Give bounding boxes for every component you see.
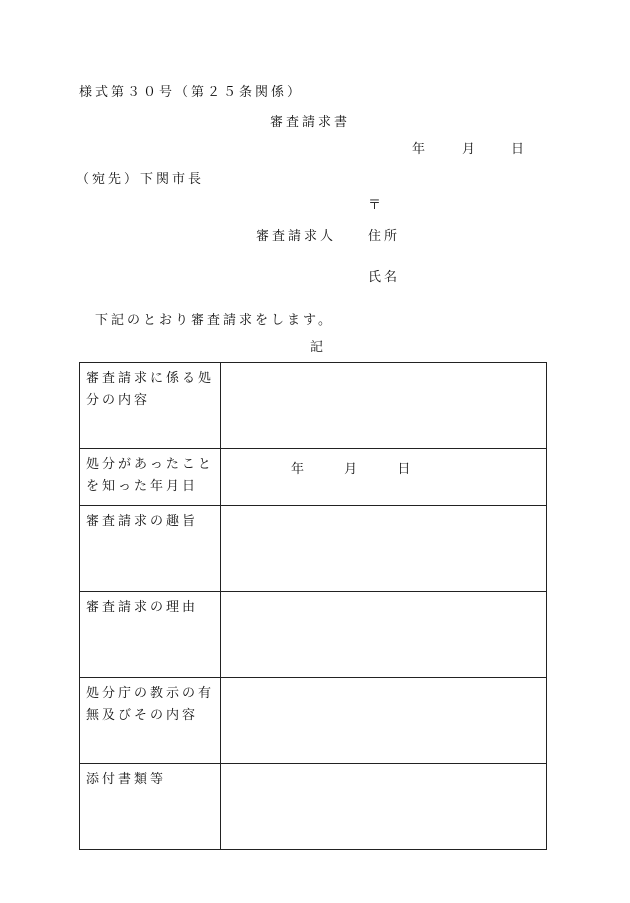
request-purpose-value[interactable]: [221, 506, 547, 592]
note-heading: 記: [310, 340, 324, 355]
attachments-value[interactable]: [221, 764, 547, 850]
attachments-label: 添付書類等: [80, 764, 221, 850]
agency-instruction-value[interactable]: [221, 678, 547, 764]
requester-name-label: 氏名: [368, 270, 401, 285]
awareness-date-value[interactable]: [221, 449, 547, 506]
table-row: [80, 678, 547, 764]
request-reason-value[interactable]: [221, 592, 547, 678]
awareness-year-label: 年: [291, 462, 305, 477]
table-row: [80, 449, 547, 506]
table-row: [80, 764, 547, 850]
postal-mark: 〒: [368, 198, 382, 213]
request-purpose-label: 審査請求の趣旨: [80, 506, 221, 592]
table-row: [80, 506, 547, 592]
date-day-label: 日: [511, 142, 525, 157]
awareness-date-label: 処分があったことを知った年月日: [80, 449, 221, 506]
page-title: 審査請求書: [270, 115, 351, 130]
request-statement: 下記のとおり審査請求をします。: [95, 313, 334, 328]
date-month-label: 月: [462, 142, 476, 157]
requester-address-label: 住所: [368, 229, 401, 244]
request-details-table: [79, 362, 547, 850]
request-reason-label: 審査請求の理由: [80, 592, 221, 678]
awareness-month-label: 月: [344, 462, 358, 477]
table-row: [80, 592, 547, 678]
requester-label: 審査請求人: [256, 229, 337, 244]
table-row: [80, 363, 547, 449]
date-year-label: 年: [412, 142, 426, 157]
disposition-content-label: 審査請求に係る処分の内容: [80, 363, 221, 449]
agency-instruction-label: 処分庁の教示の有無及びその内容: [80, 678, 221, 764]
form-number: 様式第３０号（第２５条関係）: [79, 85, 304, 100]
awareness-date-fields: [291, 458, 410, 477]
disposition-content-value[interactable]: [221, 363, 547, 449]
awareness-day-label: 日: [397, 462, 411, 477]
addressee: （宛先）下関市長: [76, 172, 205, 187]
